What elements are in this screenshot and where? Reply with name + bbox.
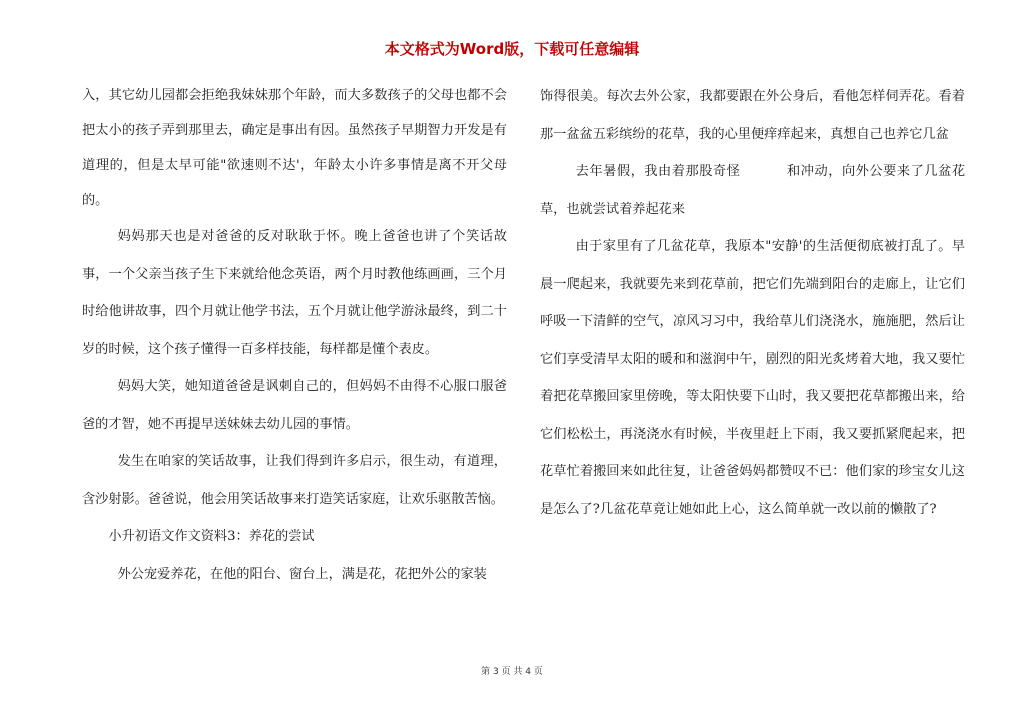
paragraph-grandpa-continued: 饰得很美。每次去外公家，我都要跟在外公身后，看他怎样伺弄花。看着那一盆盆五彩缤纷的花草，我的心里便痒痒起来，真想自己也养它几盆 — [540, 89, 965, 142]
paragraph-daily-care: 由于家里有了几盆花草，我原本"安静'的生活便彻底被打乱了。早晨一爬起来，我就要先来到花草前，把它们先端到阳台的走廊上，让它们呼吸一下清鲜的空气，凉风习习中，我给草儿们浇浇水，施施肥，然后让它们享受清早太阳的暖和和滋润中午，剧烈的阳光炙烤着大地，我又要忙着把花草搬回家里傍晚，等太阳快要下山时，我又要把花草都搬出来，给它们松松土，再浇浇水有时候，半夜里赶上下雨，我又要抓紧爬起来，把花草忙着搬回来如此往复，让爸爸妈妈都赞叹不已：他们家的珍宝女儿这是怎么了?几盆花草竟让她如此上心，这么简单就一改以前的懒散了? — [540, 239, 965, 517]
paragraph-mom-laughs: 妈妈大笑，她知道爸爸是讽刺自己的，但妈妈不由得不心服口服爸爸的才智，她不再提早送妹妹去幼儿园的事情。 — [82, 379, 507, 432]
paragraph-continuation: 入，其它幼儿园都会拒绝我妹妹那个年龄，而大多数孩子的父母也都不会把太小的孩子弄到那里去，确定是事出有因。虽然孩子早期智力开发是有道理的，但是太早可能"欲速则不达'，年龄太小许多事情是离不开父母的。 — [82, 88, 507, 208]
right-column — [540, 78, 965, 528]
section-heading: 小升初语文作文资料3：养花的尝试 — [108, 529, 315, 544]
word-format-banner: 本文格式为Word版，下载可任意编辑 — [384, 40, 640, 58]
left-column — [82, 78, 507, 593]
page-number: 第 3 页 共 4 页 — [481, 667, 543, 677]
summer-text-start: 去年暑假，我由着那股奇怪 — [575, 164, 741, 179]
paragraph-summer-vacation — [540, 153, 965, 228]
paragraph-mom-story: 妈妈那天也是对爸爸的反对耿耿于怀。晚上爸爸也讲了个笑话故事，一个父亲当孩子生下来就给他念英语，两个月时教他练画画，三个月时给他讲故事，四个月就让他学书法，五个月就让他学游泳最终，到二十岁的时候，这个孩子懂得一百多样技能，每样都是懂个表皮。 — [82, 229, 507, 357]
summer-text-end: 和冲动，向外公要来了几盆花草，也就尝试着养起花来 — [540, 164, 966, 217]
paragraph-inspiration: 发生在咱家的笑话故事，让我们得到许多启示，很生动，有道理，含沙射影。爸爸说，他会用笑话故事来打造笑话家庭，让欢乐驱散苦恼。 — [82, 454, 507, 507]
paragraph-grandpa-flowers: 外公宠爱养花，在他的阳台、窗台上，满是花，花把外公的家装 — [117, 566, 487, 582]
